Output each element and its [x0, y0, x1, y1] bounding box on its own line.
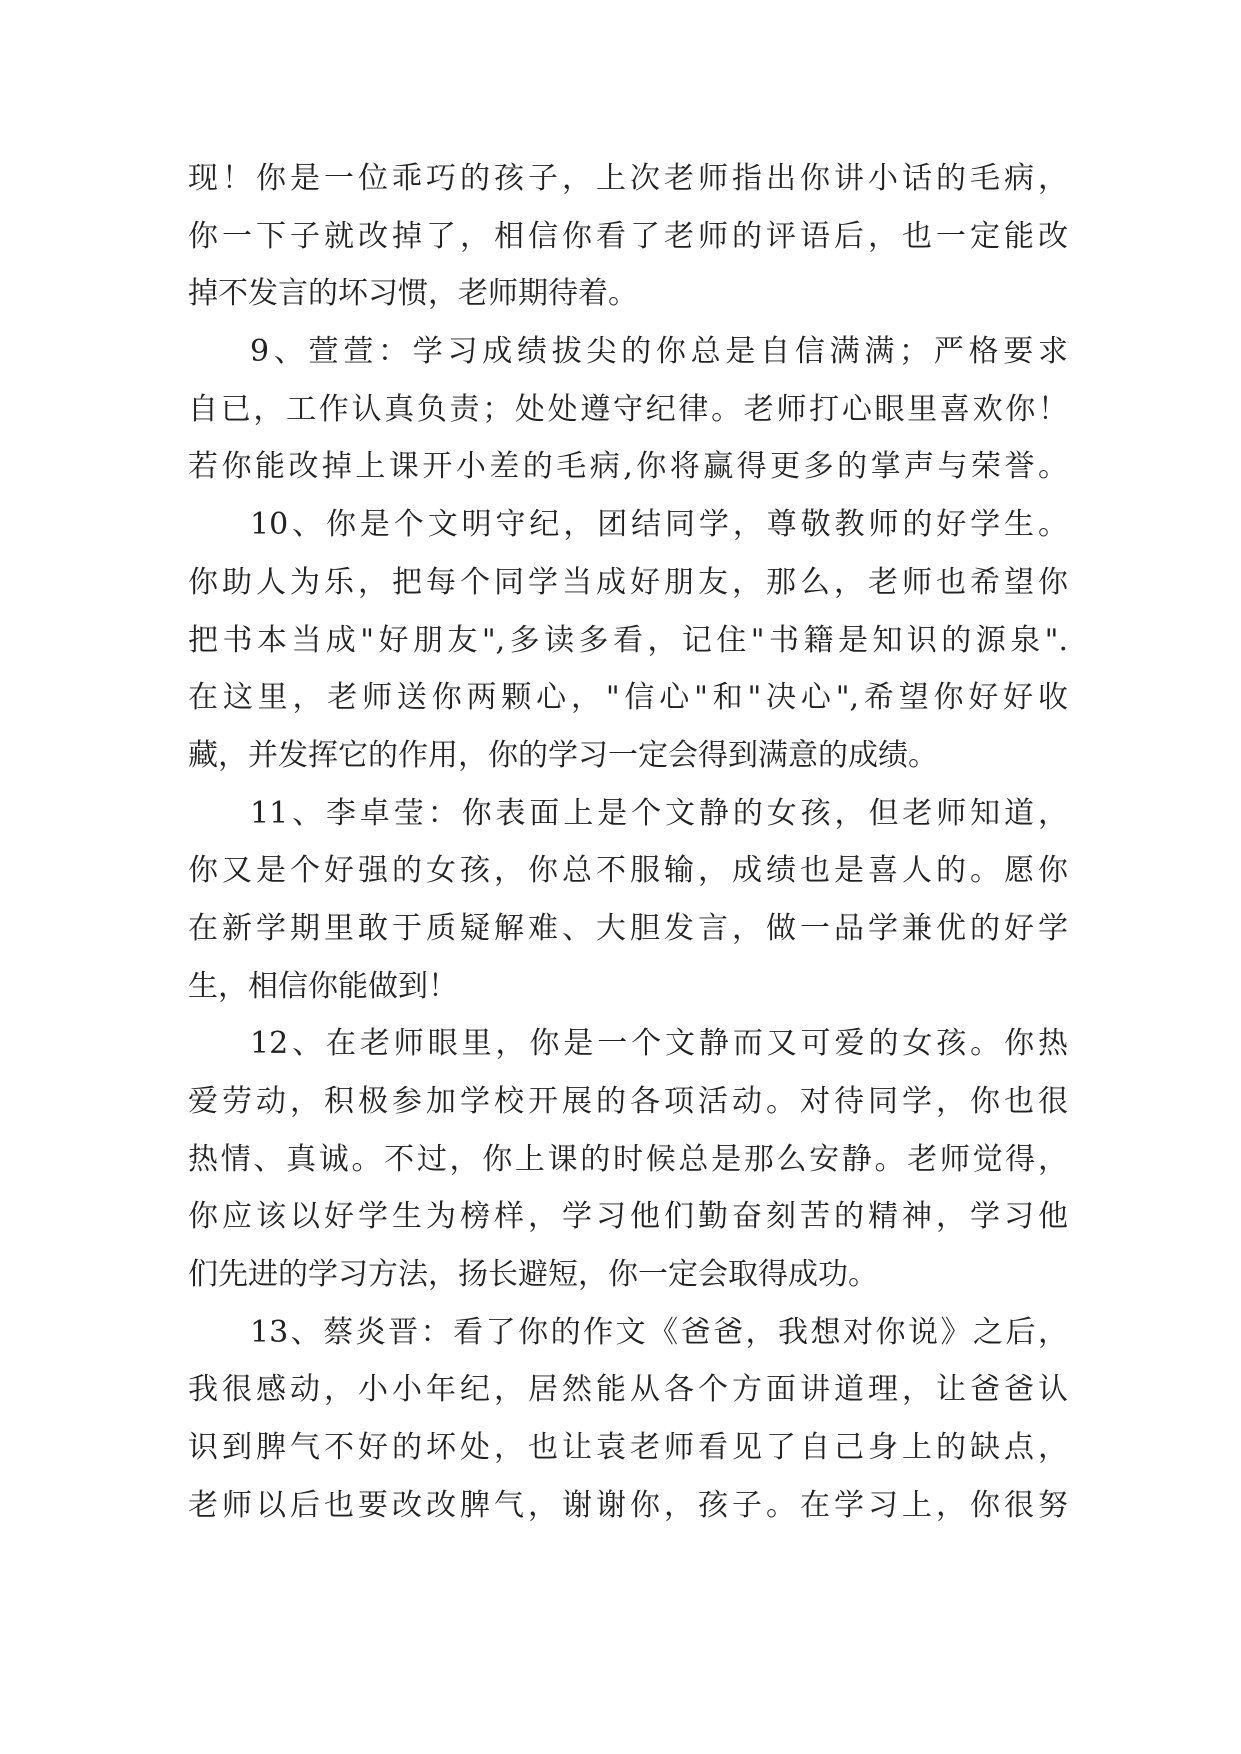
text-line: 在新学期里敢于质疑解难、大胆发言，做一品学兼优的好学	[188, 910, 1068, 946]
text-line: 自已，工作认真负责；处处遵守纪律。老师打心眼里喜欢你！	[188, 391, 1068, 427]
paragraph-first-line: 11、李卓莹：你表面上是个文静的女孩，但老师知道，	[250, 795, 1068, 831]
paragraph-first-line: 9、萱萱：学习成绩拔尖的你总是自信满满；严格要求	[250, 334, 1068, 370]
text-line: 爱劳动，积极参加学校开展的各项活动。对待同学，你也很	[188, 1084, 1068, 1119]
text-line: 你助人为乐，把每个同学当成好朋友，那么，老师也希望你	[188, 564, 1068, 600]
text-line: 你应该以好学生为榜样，学习他们勤奋刻苦的精神，学习他	[188, 1199, 1068, 1235]
text-line: 藏，并发挥它的作用，你的学习一定会得到满意的成绩。	[188, 737, 938, 773]
document-body	[188, 150, 1068, 1535]
text-line: 老师以后也要改改脾气，谢谢你，孩子。在学习上，你很努	[188, 1487, 1068, 1523]
text-line: 生，相信你能做到！	[188, 968, 458, 1004]
text-line: 现！你是一位乖巧的孩子，上次老师指出你讲小话的毛病，	[188, 161, 1068, 196]
paragraph-first-line: 12、在老师眼里，你是一个文静而又可爱的女孩。你热	[250, 1026, 1068, 1062]
text-line: 我很感动，小小年纪，居然能从各个方面讲道理，让爸爸认	[188, 1372, 1068, 1408]
text-line: 把书本当成"好朋友",多读多看，记住"书籍是知识的源泉".	[188, 622, 1068, 658]
text-line: 在这里，老师送你两颗心，"信心"和"决心",希望你好好收	[188, 680, 1068, 716]
paragraph-first-line: 10、你是个文明守纪，团结同学，尊敬教师的好学生。	[250, 507, 1068, 543]
text-line: 识到脾气不好的坏处，也让袁老师看见了自己身上的缺点，	[188, 1430, 1068, 1466]
text-line: 热情、真诚。不过，你上课的时候总是那么安静。老师觉得，	[188, 1141, 1068, 1177]
text-line: 若你能改掉上课开小差的毛病,你将赢得更多的掌声与荣誉。	[188, 449, 1068, 485]
paragraph-first-line: 13、蔡炎晋：看了你的作文《爸爸，我想对你说》之后，	[250, 1314, 1068, 1350]
text-line: 掉不发言的坏习惯，老师期待着。	[188, 276, 638, 312]
text-line: 们先进的学习方法，扬长避短，你一定会取得成功。	[188, 1257, 878, 1293]
text-line: 你又是个好强的女孩，你总不服输，成绩也是喜人的。愿你	[188, 853, 1068, 889]
text-line: 你一下子就改掉了，相信你看了老师的评语后，也一定能改	[188, 218, 1068, 254]
